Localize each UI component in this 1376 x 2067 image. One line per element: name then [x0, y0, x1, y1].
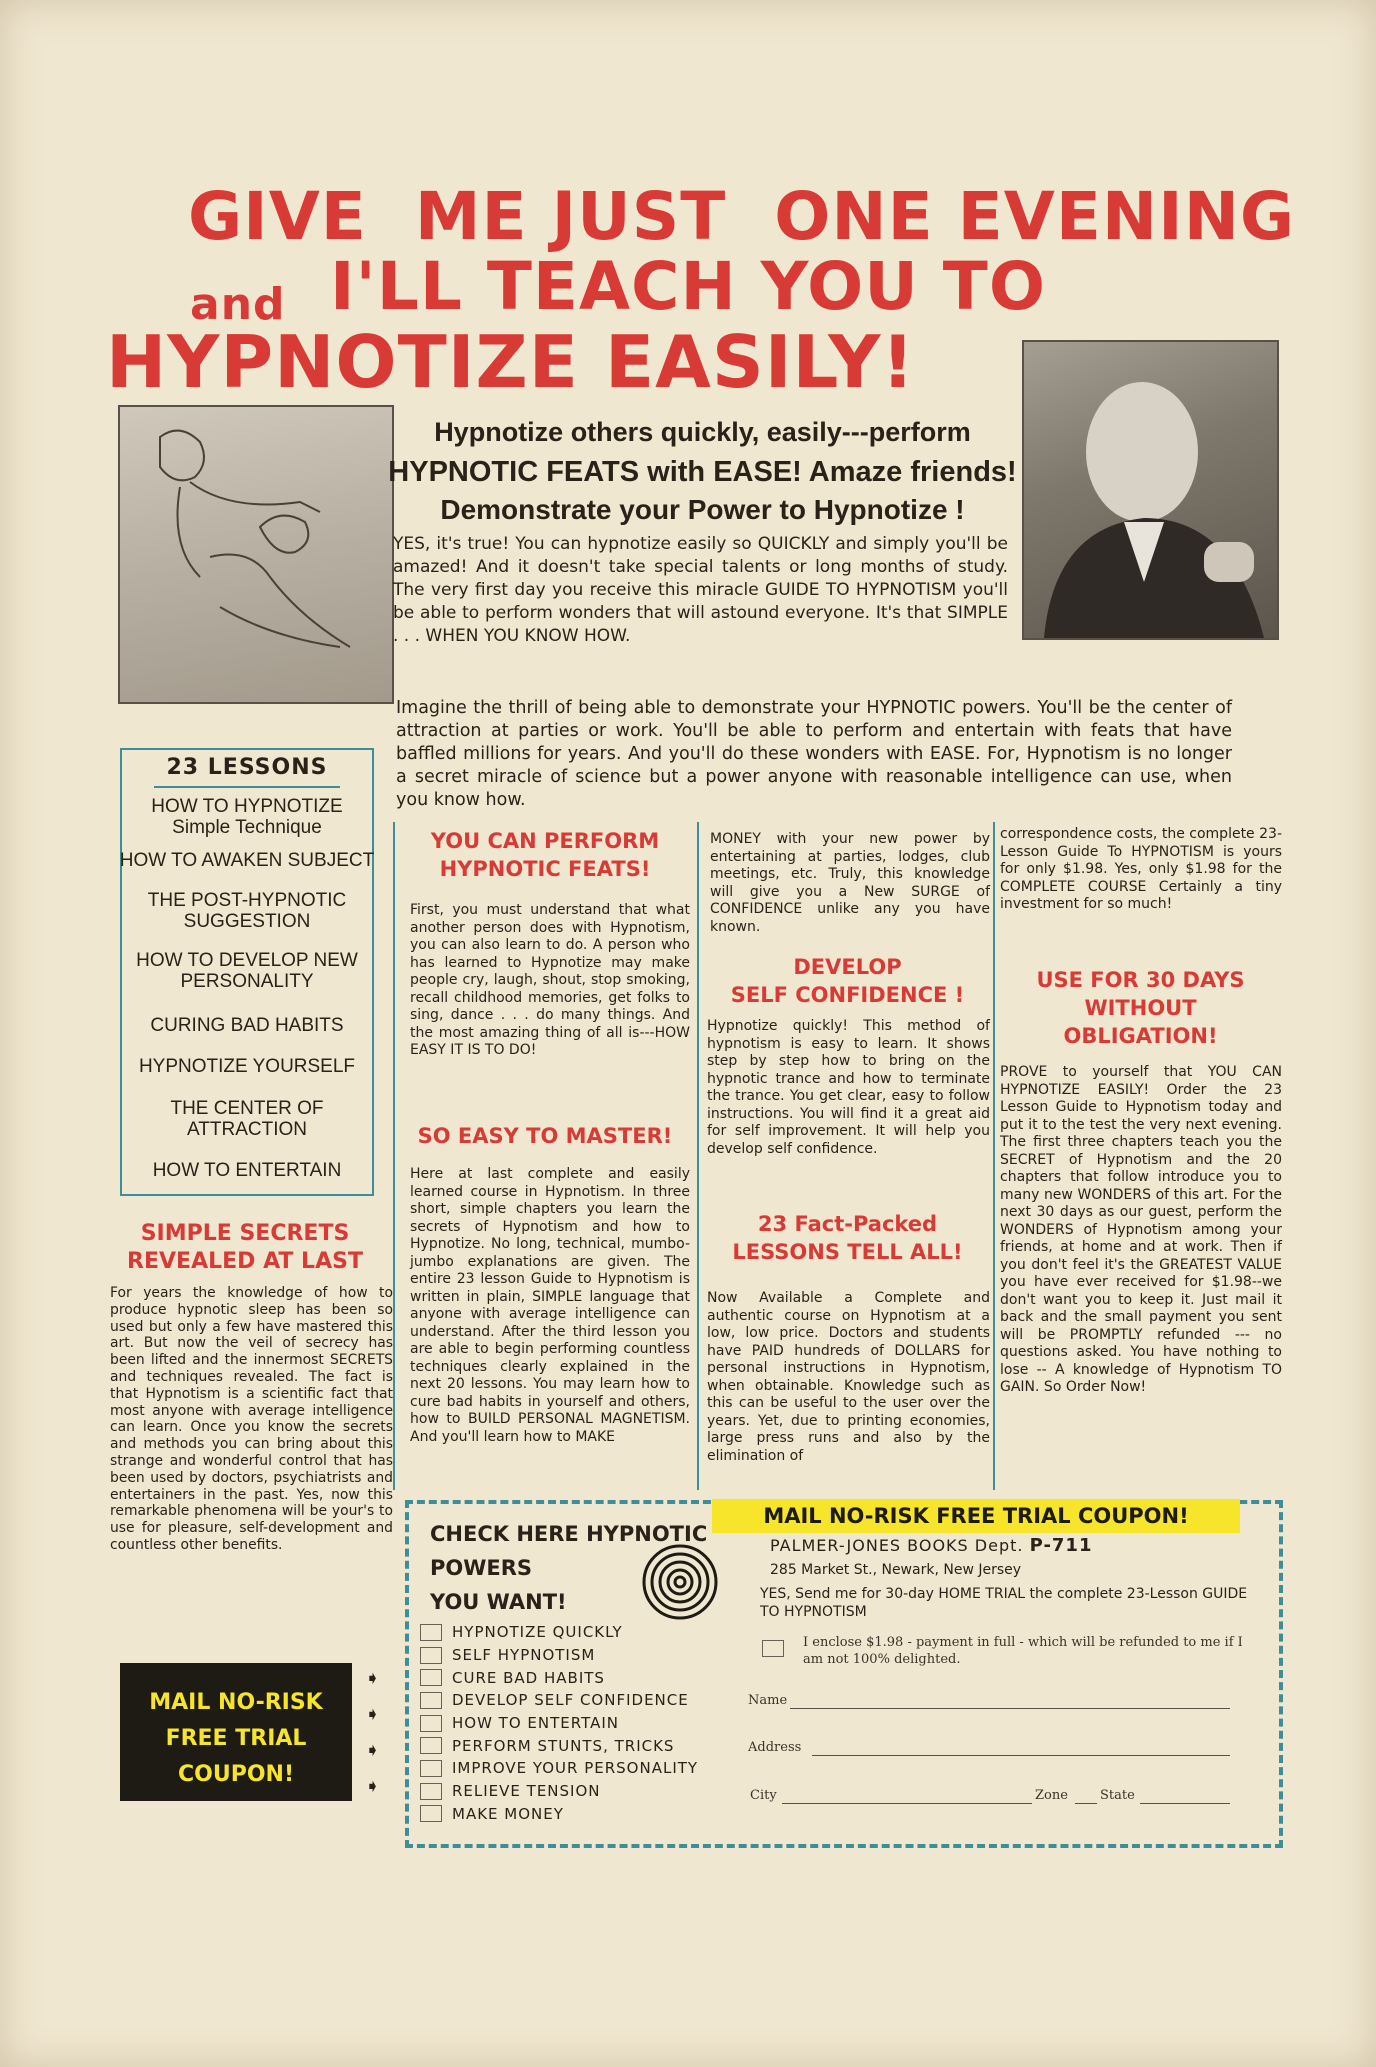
- checklist: [420, 1621, 740, 1825]
- column-divider: [697, 822, 699, 1490]
- checkbox[interactable]: [420, 1669, 442, 1686]
- checkbox[interactable]: [420, 1760, 442, 1777]
- col3-title1: DEVELOP SELF CONFIDENCE !: [730, 955, 965, 1007]
- state-field[interactable]: [1140, 1803, 1230, 1804]
- zone-field[interactable]: [1075, 1803, 1097, 1804]
- spiral-icon: [640, 1542, 720, 1622]
- arrow-icon: ➧: [365, 1776, 381, 1796]
- col3-body1: Hypnotize quickly! This method of hypnotism is easy to learn. It shows step by step how to bring on the hypnotic trance and how to terminate the trance. You get clear, easy to follow instructions. You will find it a great aid for self improvement. It will help you develop self confidence.: [707, 1018, 990, 1157]
- lesson-item-4: HOW TO DEVELOP NEW PERSONALITY: [136, 950, 358, 992]
- column-divider: [993, 822, 995, 1490]
- coupon-enclose-text: I enclose $1.98 - payment in full - which will be refunded to me if I am not 100% delighted.: [803, 1635, 1243, 1667]
- lessons-title: 23 LESSONS: [166, 755, 328, 780]
- col4-body1: PROVE to yourself that YOU CAN HYPNOTIZE EASILY! Order the 23 Lesson Guide to Hypnotism today and put it to the test the very next evening. The first three chapters teach you the SECRET of Hypnotism and the 20 chapters that follow introduce you to many new WONDERS of this art. For the next 30 days as our guest, perform the WONDERS of Hypnotism among your friends, at home and at work. Then if you don't feel it's the GREATEST VALUE you have ever received for $1.98--we don't want you to keep it. Just mail it back and the small payment you sent will be PROMPTLY refunded --- no questions asked. You have nothing to lose -- A knowledge of Hypnotism TO GAIN. So Order Now!: [1000, 1064, 1282, 1395]
- coupon-company-line: [770, 1535, 1092, 1556]
- checkbox[interactable]: [420, 1737, 442, 1754]
- column-divider: [393, 822, 395, 1490]
- secrets-title: SIMPLE SECRETS REVEALED AT LAST: [127, 1221, 363, 1274]
- col2-body2: Here at last complete and easily learned course in Hypnotism. In three short, simple chapters you learn the secrets of Hypnotism and how to Hypnotize. No long, technical, mumbo-jumbo explanations are given. The entire 23 lesson Guide to Hypnotism is written in plain, SIMPLE language that anyone with average intelligence can understand. After the third lesson you are able to begin performing countless techniques clearly explained in the next 20 lessons. You may learn how to cure bad habits in yourself and others, how to BUILD PERSONAL MAGNETISM. And you'll learn how to MAKE: [410, 1166, 690, 1445]
- headline-line2-prefix: and: [190, 279, 286, 330]
- lesson-item-7: THE CENTER OF ATTRACTION: [170, 1098, 324, 1140]
- headline-line3: HYPNOTIZE EASILY!: [106, 320, 916, 404]
- secrets-body: For years the knowledge of how to produce hypnotic sleep has been so used but only a few have mastered this art. But now the veil of secrecy has been lifted and the innermost SECRETS and techniques revealed. The fact is that Hypnotism is a scientific fact that most anyone with average intelligence can learn. Once you know the secrets and methods you can bring about this strange and wonderful control that has been used by doctors, psychiatrists and entertainers in the past. Yes, now this remarkable phenomena will be your's to use for pleasure, self-development and countless other benefits.: [110, 1285, 393, 1553]
- lesson-item-8: HOW TO ENTERTAIN: [152, 1160, 342, 1181]
- arrow-icon: ➧: [365, 1668, 381, 1688]
- checklist-item[interactable]: IMPROVE YOUR PERSONALITY: [420, 1757, 740, 1780]
- lessons-box: [120, 748, 374, 1196]
- hypnotist-portrait: [1022, 340, 1279, 640]
- lesson-item-2: HOW TO AWAKEN SUBJECT: [119, 850, 375, 871]
- lesson-item-1: HOW TO HYPNOTIZE Simple Technique: [151, 796, 343, 838]
- portrait-figure: [1024, 342, 1277, 638]
- checklist-item[interactable]: DEVELOP SELF CONFIDENCE: [420, 1689, 740, 1712]
- coupon-banner: MAIL NO-RISK FREE TRIAL COUPON!: [712, 1499, 1240, 1533]
- arrow-icon: ➧: [365, 1704, 381, 1724]
- intro-paragraph-1: YES, it's true! You can hypnotize easily so QUICKLY and simply you'll be amazed! And it doesn't take special talents or long months of study. The very first day you receive this miracle GUIDE TO HYPNOTISM you'll be able to perform wonders that will astound everyone. It's that SIMPLE . . . WHEN YOU KNOW HOW.: [393, 534, 1008, 646]
- col3-title2: 23 Fact-Packed LESSONS TELL ALL!: [732, 1212, 963, 1264]
- coupon-order-text: YES, Send me for 30-day HOME TRIAL the complete 23-Lesson GUIDE TO HYPNOTISM: [760, 1586, 1248, 1620]
- checklist-item[interactable]: HOW TO ENTERTAIN: [420, 1712, 740, 1735]
- lesson-item-5: CURING BAD HABITS: [150, 1015, 344, 1036]
- col3-body0: MONEY with your new power by entertaining at parties, lodges, club meetings, etc. Truly, this knowledge will give you a New SURGE of CONFIDENCE unlike any you have known.: [710, 831, 990, 935]
- checklist-item[interactable]: PERFORM STUNTS, TRICKS: [420, 1734, 740, 1757]
- lesson-item-3: THE POST-HYPNOTIC SUGGESTION: [147, 890, 347, 932]
- zone-label: Zone: [1035, 1788, 1068, 1803]
- name-label: Name: [748, 1693, 788, 1708]
- checklist-item[interactable]: HYPNOTIZE QUICKLY: [420, 1621, 740, 1644]
- col4-title1: USE FOR 30 DAYS WITHOUT OBLIGATION!: [1036, 968, 1245, 1048]
- address-label: Address: [748, 1740, 802, 1755]
- headline-line1: GIVE ME JUST ONE EVENING: [188, 178, 1296, 255]
- col3-body2: Now Available a Complete and authentic course on Hypnotism at a low, low price. Doctors and students have PAID hundreds of DOLLARS for personal instructions in Hypnotism, when obtainable. Knowledge such as this can be useful to the user over the years. Yet, due to printing economies, large press runs and also by the elimination of: [707, 1290, 990, 1464]
- city-label: City: [750, 1788, 777, 1803]
- lessons-title-rule: [154, 786, 340, 788]
- enclose-checkbox[interactable]: [762, 1640, 784, 1657]
- arrow-icon: ➧: [365, 1740, 381, 1760]
- checkbox[interactable]: [420, 1624, 442, 1641]
- checklist-title: CHECK HERE HYPNOTIC POWERS YOU WANT!: [430, 1522, 708, 1614]
- lesson-item-6: HYPNOTIZE YOURSELF: [138, 1056, 356, 1077]
- intro-paragraph-2: Imagine the thrill of being able to demonstrate your HYPNOTIC powers. You'll be the center of attraction at parties or work. You'll be able to perform and entertain with feats that have baffled millions for years. And you'll do these wonders with EASE. For, Hypnotism is no longer a secret miracle of science but a power anyone with reasonable intelligence can use, when you know how.: [396, 698, 1232, 810]
- col2-title1: YOU CAN PERFORM HYPNOTIC FEATS!: [430, 829, 660, 881]
- checklist-item[interactable]: SELF HYPNOTISM: [420, 1644, 740, 1667]
- col4-body0: correspondence costs, the complete 23-Lesson Guide To HYPNOTISM is yours for only $1.98. Yes, only $1.98 for the COMPLETE COURSE Certainly a tiny investment for so much!: [1000, 826, 1282, 912]
- checkbox[interactable]: [420, 1647, 442, 1664]
- checkbox[interactable]: [420, 1715, 442, 1732]
- checklist-item[interactable]: MAKE MONEY: [420, 1803, 740, 1826]
- checkbox[interactable]: [420, 1783, 442, 1800]
- city-field[interactable]: [782, 1803, 1032, 1804]
- checkbox[interactable]: [420, 1692, 442, 1709]
- col2-body1: First, you must understand that what another person does with Hypnotism, you can also learn to do. A person who has learned to Hypnotize may make people cry, laugh, shout, stop smoking, recall childhood memories, get folks to sing, dance . . . do many things. And the most amazing thing of all is---HOW EASY IT IS TO DO!: [410, 902, 690, 1058]
- headline-line2: I'LL TEACH YOU TO: [330, 248, 1046, 325]
- mail-label-left: MAIL NO-RISK FREE TRIAL COUPON!: [120, 1663, 352, 1801]
- checklist-item[interactable]: RELIEVE TENSION: [420, 1780, 740, 1803]
- coupon-address: 285 Market St., Newark, New Jersey: [770, 1562, 1022, 1578]
- subheadline-line1: Hypnotize others quickly, easily---perform: [434, 417, 971, 447]
- subheadline-line2: HYPNOTIC FEATS with EASE! Amaze friends!: [388, 456, 1017, 488]
- name-field[interactable]: [790, 1708, 1230, 1709]
- hypnotist-illustration: [118, 405, 394, 704]
- coupon-dept: P-711: [1029, 1535, 1093, 1556]
- illustration-drawing: [120, 407, 392, 702]
- col2-title2: SO EASY TO MASTER!: [417, 1124, 673, 1148]
- state-label: State: [1100, 1788, 1135, 1803]
- checkbox[interactable]: [420, 1805, 442, 1822]
- checklist-item[interactable]: CURE BAD HABITS: [420, 1666, 740, 1689]
- coupon-company: PALMER-JONES BOOKS Dept.: [770, 1536, 1024, 1555]
- subheadline-line3: Demonstrate your Power to Hypnotize !: [440, 494, 965, 525]
- address-field[interactable]: [812, 1755, 1230, 1756]
